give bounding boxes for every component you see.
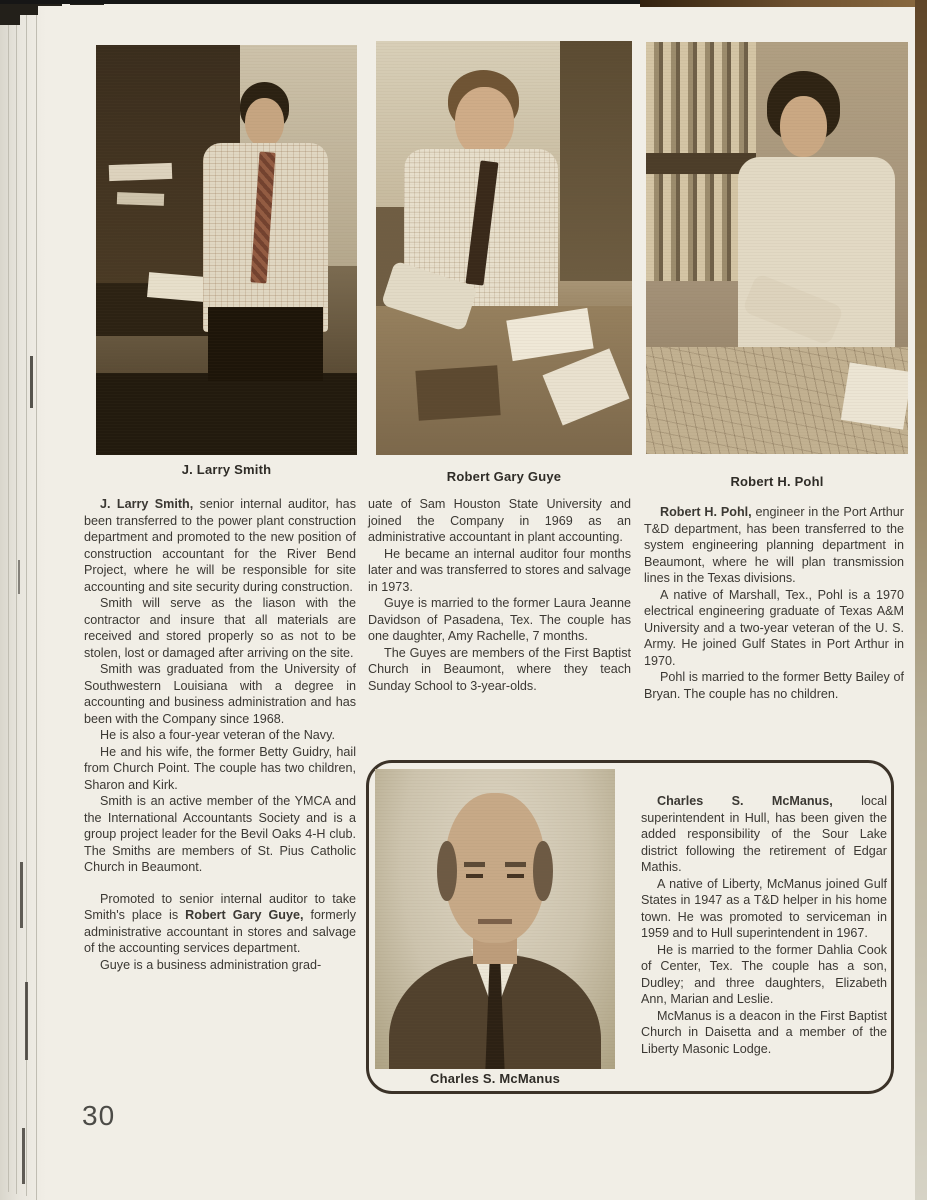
article-column-1 [84,496,356,973]
paragraph [644,669,904,702]
paragraph-text: Pohl is married to the former Betty Bailey of Bryan. The couple has no children. [644,670,904,701]
paragraph-text: Promoted to senior internal auditor to take Smith's place is [84,891,356,922]
paragraph-text: He is also a four-year veteran of the Navy. [100,728,335,742]
binding-mark [0,15,20,25]
book-right-edge [915,0,927,1200]
paragraph [368,496,631,546]
paragraph [84,727,356,744]
photo-guye [376,41,632,455]
paragraph-text: Guye is married to the former Laura Jeanne Davidson of Pasadena, Tex. The couple has one daughter, Amy Rachelle, 7 months. [368,596,631,643]
photo-grain [375,769,615,1069]
article-column-box [641,793,887,1057]
paragraph-text: Smith will serve as the liason with the contractor and insure that all materials are received and stored properly so as not to be stolen, lost or damaged after arriving on the site. [84,596,356,660]
binding-mark [0,6,38,15]
paragraph [641,793,887,876]
paragraph-text: A native of Marshall, Tex., Pohl is a 1970 electrical engineering graduate of Texas A&M University and a two-year veteran of the U. S. Army. He joined Gulf States in Port Arthur in 1970. [644,587,904,668]
paragraph-text: A native of Liberty, McManus joined Gulf States in 1947 as a T&D helper in his home town. He was promoted to serviceman in 1959 and to Hull superintendent in 1967. [641,876,887,940]
photo-grain [96,45,357,455]
paragraph [368,546,631,596]
page-number: 30 [82,1100,116,1131]
paragraph [84,793,356,876]
photo-mcmanus [375,769,615,1069]
article-column-2 [368,496,631,694]
binding-mark [25,982,28,1060]
paragraph [84,891,356,957]
binding-mark [30,356,33,408]
paragraph-text: Smith was graduated from the University of Southwestern Louisiana with a degree in accounting and business administration and has been with the Company since 1968. [84,662,356,726]
binding-mark [18,560,20,594]
paragraph-text: uate of Sam Houston State University and joined the Company in 1969 as an administrative accountant in plant accounting. [368,497,631,544]
photo-pohl [646,42,908,454]
paragraph [641,876,887,942]
photo-caption-guye: Robert Gary Guye [446,469,562,484]
page-edge-line [36,0,37,1200]
paragraph-text: Smith is an active member of the YMCA and the International Accountants Society and is a group project leader for the Bevil Oaks 4-H club. The Smiths are members of St. Pius Catholic Church in Beaumont. [84,794,356,874]
person-name-bold: Robert Gary Guye, [185,908,304,922]
photo-caption-pohl: Robert H. Pohl [730,474,824,489]
paragraph [84,595,356,661]
paragraph [641,942,887,1008]
photo-grain [646,42,908,454]
paragraph-text: The Guyes are members of the First Baptist Church in Beaumont, where they teach Sunday School to 3-year-olds. [368,645,631,693]
page-edge-line [16,4,17,1194]
paragraph-text: Guye is a business administration grad- [100,957,322,972]
photo-caption-mcmanus: Charles S. McManus [429,1071,561,1086]
paragraph [84,744,356,794]
paragraph [641,1008,887,1058]
paragraph-text: He is married to the former Dahlia Cook of Center, Tex. The couple has a son, Dudley; and three daughters, Elizabeth Ann, Marian and Leslie. [641,942,887,1006]
photo-smith [96,45,357,455]
paragraph [368,645,631,695]
paragraph [644,504,904,587]
paragraph-text: He and his wife, the former Betty Guidry, hail from Church Point. The couple has two children, Sharon and Kirk. [84,744,356,792]
article-column-3 [644,504,904,702]
paragraph-text: senior internal auditor, has been transferred to the power plant construction department and promoted to the new position of construction accountant for the River Bend Project, where he will be responsible for site accounting and site security during construction. [84,497,356,594]
binding-mark [22,1128,25,1184]
book-top-edge [0,0,668,4]
person-name-bold: Charles S. McManus, [657,794,833,808]
paragraph [84,661,356,727]
paragraph-text: local superintendent in Hull, has been given the added responsibility of the Sour Lake district following the retirement of Edgar Mathis. [641,794,887,874]
paragraph [84,957,356,974]
paragraph-text: He became an internal auditor four months later and was transferred to stores and salvage in 1973. [368,546,631,594]
photo-grain [376,41,632,455]
paragraph [368,595,631,645]
paragraph [644,587,904,670]
binding-mark [20,862,23,928]
person-name-bold: J. Larry Smith, [100,497,194,511]
feature-box-mcmanus [366,760,894,1094]
paragraph-text: engineer in the Port Arthur T&D department, has been transferred to the system engineering planning department in Beaumont, where he will plan transmission lines in the Texas divisions. [644,505,904,585]
book-cover-edge [640,0,927,7]
page-stack-edge [0,0,46,1200]
photo-caption-smith: J. Larry Smith [181,462,272,477]
paragraph [84,496,356,595]
page-edge-line [8,8,9,1192]
paragraph-text: McManus is a deacon in the First Baptist Church in Daisetta and a member of the Liberty Masonic Lodge. [641,1008,887,1056]
person-name-bold: Robert H. Pohl, [660,505,752,519]
paragraph-text: formerly administrative accountant in stores and salvage of the accounting services department. [84,908,357,955]
